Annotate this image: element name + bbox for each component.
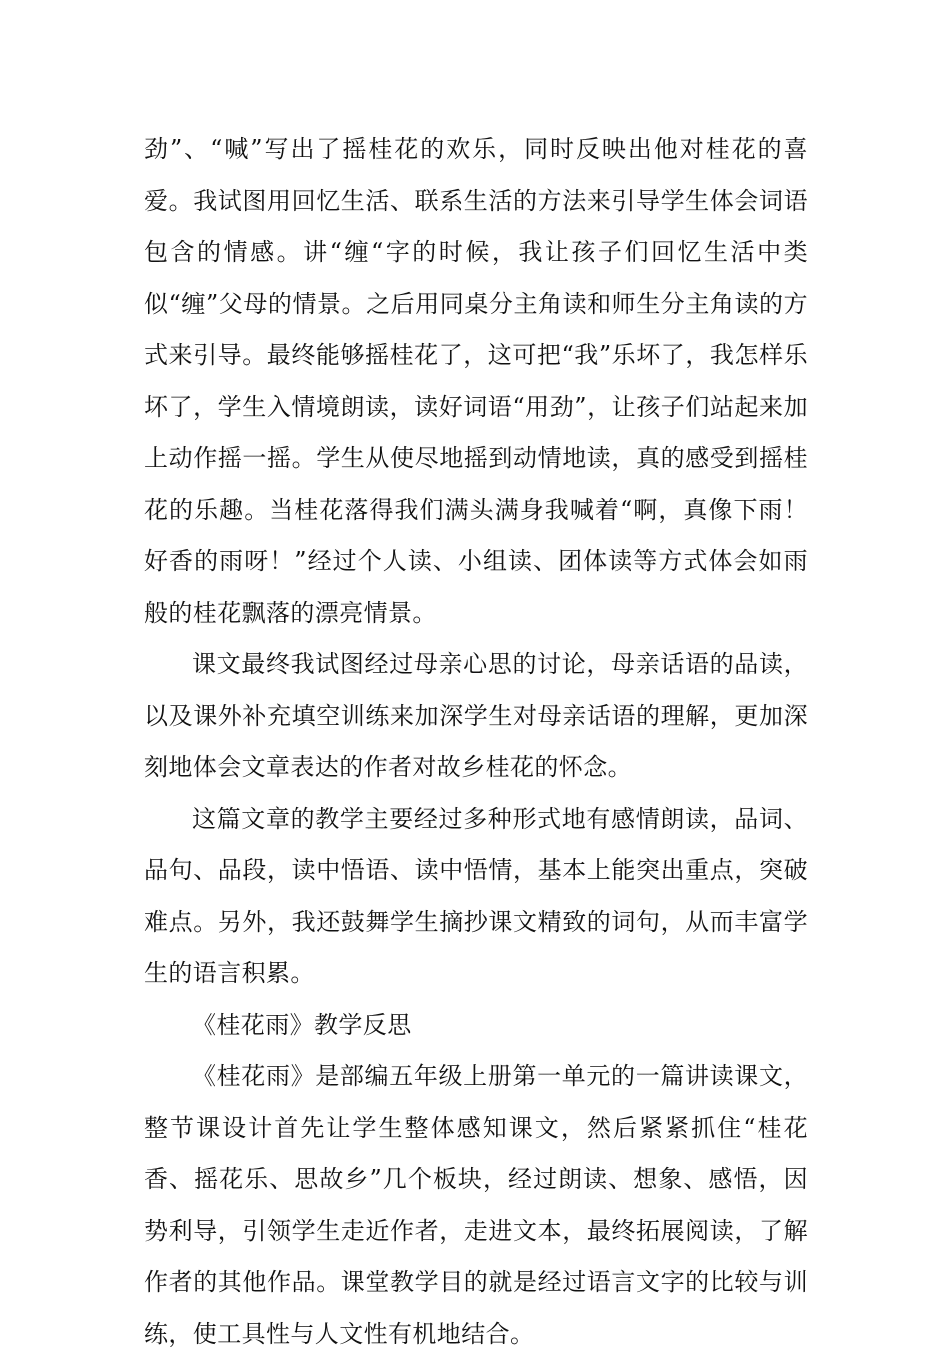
paragraph-summary: 这篇文章的教学主要经过多种形式地有感情朗读，品词、品句、品段，读中悟语、读中悟情，基本上能突出重点，突破难点。另外，我还鼓舞学生摘抄课文精致的词句，从而丰富学生的语言积累。 <box>144 804 808 987</box>
paragraph-continued: 劲”、“喊”写出了摇桂花的欢乐，同时反映出他对桂花的喜爱。我试图用回忆生活、联系生活的方法来引导学生体会词语包含的情感。讲“缠“字的时候，我让孩子们回忆生活中类似“缠”父母的情景。之后用同桌分主角读和师生分主角读的方式来引导。最终能够摇桂花了，这可把“我”乐坏了，我怎样乐坏了，学生入情境朗读，读好词语“用劲”，让孩子们站起来加上动作摇一摇。学生从使尽地摇到动情地读，真的感受到摇桂花的乐趣。当桂花落得我们满头满身我喊着“啊，真像下雨！好香的雨呀！”经过个人读、小组读、团体读等方式体会如雨般的桂花飘落的漂亮情景。 <box>144 135 808 627</box>
paragraph-conclusion: 课文最终我试图经过母亲心思的讨论，母亲话语的品读，以及课外补充填空训练来加深学生对母亲话语的理解，更加深刻地体会文章表达的作者对故乡桂花的怀念。 <box>144 650 808 781</box>
document-page <box>144 124 808 1360</box>
paragraph-reflection: 《桂花雨》是部编五年级上册第一单元的一篇讲读课文，整节课设计首先让学生整体感知课文，然后紧紧抓住“桂花香、摇花乐、思故乡”几个板块，经过朗读、想象、感悟，因势利导，引领学生走近作者，走进文本，最终拓展阅读，了解作者的其他作品。课堂教学目的就是经过语言文字的比较与训练，使工具性与人文性有机地结合。 <box>144 1062 808 1348</box>
section-heading: 《桂花雨》教学反思 <box>192 1010 412 1039</box>
